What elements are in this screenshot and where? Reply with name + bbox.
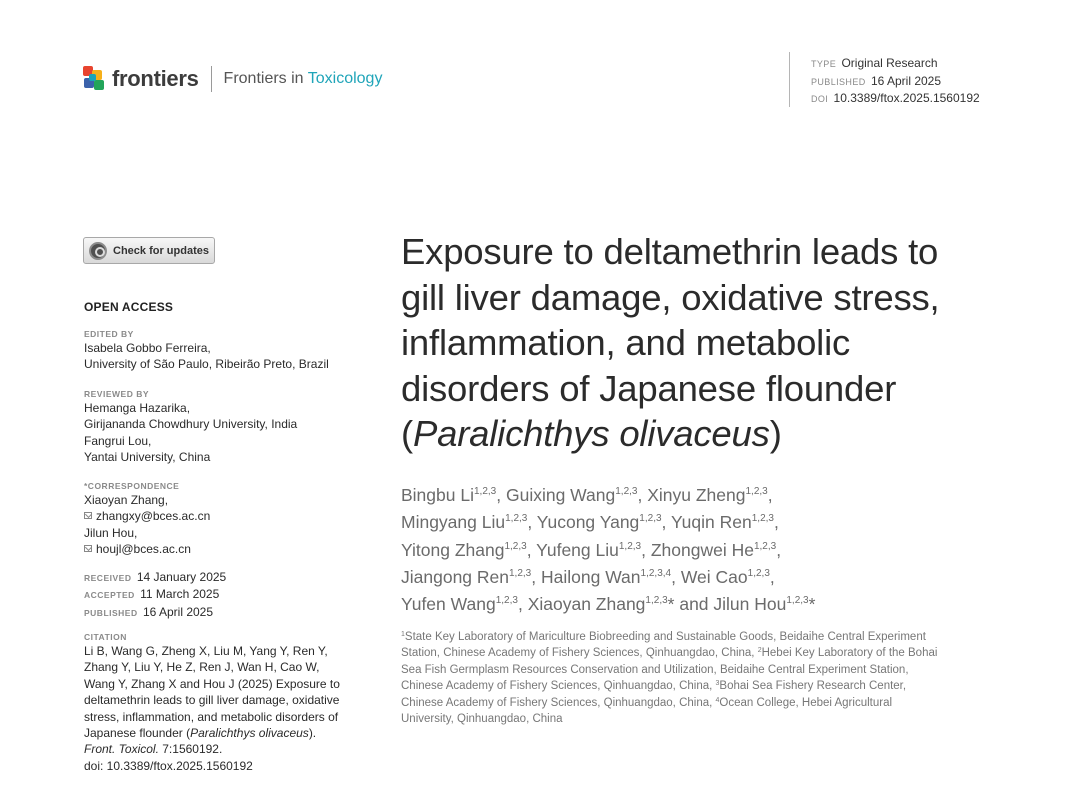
citation-journal (84, 741, 374, 757)
reviewed-by-title: REVIEWED BY (84, 389, 150, 399)
affiliation-text: Chinese Academy of Fishery Sciences, Qinhuangdao, China, (401, 680, 716, 693)
reviewed-by-section (84, 388, 374, 466)
meta-type (811, 55, 980, 73)
accepted-date (84, 586, 374, 603)
title-paren-close: ) (769, 413, 782, 454)
journal-name (224, 70, 383, 88)
author-name[interactable]: Xinyu Zheng (647, 485, 746, 505)
correspondent-2-name: Jilun Hou, (84, 525, 138, 540)
published-value: 16 April 2025 (142, 604, 214, 619)
accepted-label: ACCEPTED (84, 590, 135, 601)
citation-species-pre: Japanese flounder ( (84, 726, 191, 741)
reviewer-1-affiliation: Girijananda Chowdhury University, India (84, 417, 298, 432)
author-name[interactable]: Jiangong Ren (401, 566, 509, 587)
author-name[interactable]: Xiaoyan Zhang (527, 594, 646, 615)
meta-published-value: 16 April 2025 (870, 73, 942, 88)
correspondence-section (84, 480, 374, 558)
author-affiliation: 1,2,3 (618, 540, 642, 552)
check-for-updates-button[interactable] (83, 237, 215, 264)
citation-title: CITATION (84, 632, 127, 642)
correspondent-1-name: Xiaoyan Zhang, (84, 493, 169, 507)
email-1-text: zhangxy@bces.ac.cn (96, 509, 211, 524)
meta-doi-label: DOI (811, 94, 829, 104)
author-name[interactable]: Guixing Wang (505, 485, 616, 505)
author-name[interactable]: Yufeng Liu (536, 539, 619, 560)
author-line: Yitong Zhang$^{1,2,3}$, Yufeng Liu$^{1,2,3}$, Zhongwei He$^{1,2,3}$, (401, 539, 782, 560)
frontiers-logo[interactable] (83, 64, 382, 94)
author-affiliation: 1,2,3 (504, 540, 527, 552)
affiliation-number: 1 (401, 631, 405, 638)
affiliation-text: Ocean College, Hebei Agricultural (719, 696, 893, 709)
citation-species: Paralichthys olivaceus (190, 726, 309, 741)
journal-accent: Toxicology (307, 70, 383, 87)
author-affiliation: 1,2,3 (505, 513, 528, 525)
brand-name: frontiers (112, 66, 199, 91)
author-name[interactable]: Mingyang Liu (401, 512, 506, 533)
editor-name[interactable]: Isabela Gobbo Ferreira, (84, 341, 211, 355)
affiliation-number: 2 (757, 647, 762, 655)
received-date (84, 569, 374, 586)
title-line (401, 411, 1001, 457)
open-access-label: OPEN ACCESS (84, 300, 174, 314)
author-affiliation: 1,2,3 (786, 595, 809, 607)
citation-line: deltamethrin leads to gill liver damage, oxidative (84, 693, 340, 708)
citation-section (84, 631, 374, 774)
author-line: Bingbu Li$^{1,2,3}$, Guixing Wang$^{1,2,3}$, Xinyu Zheng$^{1,2,3}$, (401, 485, 773, 505)
published-label: PUBLISHED (84, 607, 138, 618)
meta-published-label: PUBLISHED (811, 76, 866, 87)
affiliation-text: Bohai Sea Fishery Research Center, (719, 680, 907, 693)
affiliation-number: 4 (715, 696, 720, 704)
logo-divider (211, 66, 212, 92)
reviewer-2-affiliation: Yantai University, China (84, 450, 211, 465)
author-name[interactable]: Yuqin Ren (670, 512, 752, 533)
affiliation-line (401, 695, 1001, 711)
author-name[interactable]: Jilun Hou (713, 594, 787, 615)
citation-species-post: ). (308, 726, 317, 741)
affiliation-line: University, Qinhuangdao, China (401, 713, 563, 726)
title-line: inflammation, and metabolic (401, 322, 851, 363)
correspondent-2-email[interactable] (84, 541, 374, 557)
accepted-value: 11 March 2025 (140, 587, 220, 602)
author-affiliation: 1,2,3 (509, 567, 532, 579)
author-affiliation: 1,2,3 (615, 486, 638, 497)
author-line: Mingyang Liu$^{1,2,3}$, Yucong Yang$^{1,2,3}$, Yuqin Ren$^{1,2,3}$, (401, 512, 779, 533)
logo-square-teal (89, 74, 96, 81)
received-value: 14 January 2025 (136, 570, 227, 584)
citation-doi[interactable]: doi: 10.3389/ftox.2025.1560192 (84, 758, 253, 773)
title-line: gill liver damage, oxidative stress, (401, 276, 940, 318)
affiliation-text: Hebei Key Laboratory of the Bohai (761, 647, 938, 660)
edited-by-title: EDITED BY (84, 329, 134, 339)
meta-type-label: TYPE (811, 59, 837, 69)
citation-line: Wang Y, Zhang X and Hou J (2025) Exposure to (84, 676, 340, 691)
affiliation-line (401, 629, 1001, 645)
author-name[interactable]: Yufen Wang (401, 594, 496, 615)
affiliation-line (401, 678, 1001, 694)
email-2-text: houjl@bces.ac.cn (96, 542, 191, 557)
received-label: RECEIVED (84, 573, 132, 583)
refresh-icon (89, 242, 107, 260)
author-affiliation: 1,2,3 (751, 513, 774, 525)
title-line: disorders of Japanese flounder (401, 367, 897, 409)
published-date (84, 604, 374, 621)
meta-published (811, 73, 980, 91)
author-line: Jiangong Ren$^{1,2,3}$, Hailong Wan$^{1,2,3,4}$, Wei Cao$^{1,2,3}$, (401, 566, 775, 587)
author-name[interactable]: Wei Cao (680, 566, 748, 587)
author-affiliation: 1,2,3 (495, 595, 518, 607)
email-icon (84, 545, 92, 552)
author-name[interactable]: Yucong Yang (536, 512, 640, 533)
frontiers-logo-icon (83, 66, 107, 92)
dates-section (84, 569, 374, 621)
citation-line: stress, inflammation, and metabolic disorders of (84, 709, 339, 724)
author-affiliation: 1,2,3 (645, 595, 668, 607)
author-affiliation: 1,2,3 (473, 486, 497, 497)
author-name[interactable]: Zhongwei He (650, 539, 754, 560)
title-line: Exposure to deltamethrin leads to (401, 231, 939, 272)
affiliation-text: Station, Chinese Academy of Fishery Sciences, Qinhuangdao, China, (401, 647, 758, 660)
author-affiliation: 1,2,3 (745, 486, 768, 497)
reviewer-1-name[interactable]: Hemanga Hazarika, (84, 401, 191, 415)
title-species: Paralichthys olivaceus (412, 413, 770, 454)
meta-type-value: Original Research (841, 56, 938, 70)
affiliation-text: Chinese Academy of Fishery Sciences, Qinhuangdao, China, (401, 696, 716, 709)
author-list (401, 482, 1001, 618)
article-title (401, 229, 1001, 457)
author-affiliation: 1,2,3,4 (640, 567, 672, 579)
logo-square-green (94, 80, 104, 90)
author-name[interactable]: Yitong Zhang (401, 539, 505, 560)
author-affiliation: 1,2,3 (753, 540, 777, 552)
affiliation-line (401, 645, 1001, 661)
email-icon (84, 512, 92, 519)
citation-line (84, 725, 374, 741)
author-affiliation: 1,2,3 (639, 513, 662, 525)
editor-affiliation: University of São Paulo, Ribeirão Preto, Brazil (84, 357, 329, 372)
author-name[interactable]: Hailong Wan (540, 566, 641, 587)
correspondent-1-email[interactable] (84, 508, 374, 524)
article-meta (789, 52, 980, 107)
edited-by-section (84, 328, 374, 373)
check-for-updates-label: Check for updates (113, 244, 209, 257)
title-paren-open: ( (401, 413, 413, 454)
citation-line: Zhang Y, Liu Y, He Z, Ren J, Wan H, Cao W, (84, 660, 320, 675)
affiliation-line: Sea Fish Germplasm Resources Conservation and Utilization, Beidaihe Central Experiment Station, (401, 663, 909, 676)
citation-volume: 7:1560192. (158, 742, 223, 757)
journal-prefix: Frontiers in (223, 70, 308, 87)
author-affiliation: 1,2,3 (747, 567, 770, 579)
meta-doi-value[interactable]: 10.3389/ftox.2025.1560192 (833, 91, 980, 105)
affiliation-text: State Key Laboratory of Mariculture Biobreeding and Sustainable Goods, Beidaihe Central Experiment (404, 631, 926, 643)
citation-line: Li B, Wang G, Zheng X, Liu M, Yang Y, Ren Y, (84, 644, 328, 658)
affiliation-number: 3 (715, 680, 720, 688)
affiliations (401, 629, 1001, 727)
author-line: Yufen Wang$^{1,2,3}$, Xiaoyan Zhang$^{1,2,3}$* and Jilun Hou$^{1,2,3}$* (401, 594, 816, 615)
citation-journal-abbrev: Front. Toxicol. (84, 742, 159, 757)
correspondence-title: *CORRESPONDENCE (84, 481, 180, 491)
reviewer-2-name[interactable]: Fangrui Lou, (84, 433, 152, 448)
meta-doi (811, 90, 980, 108)
author-name[interactable]: Bingbu Li (401, 485, 474, 505)
